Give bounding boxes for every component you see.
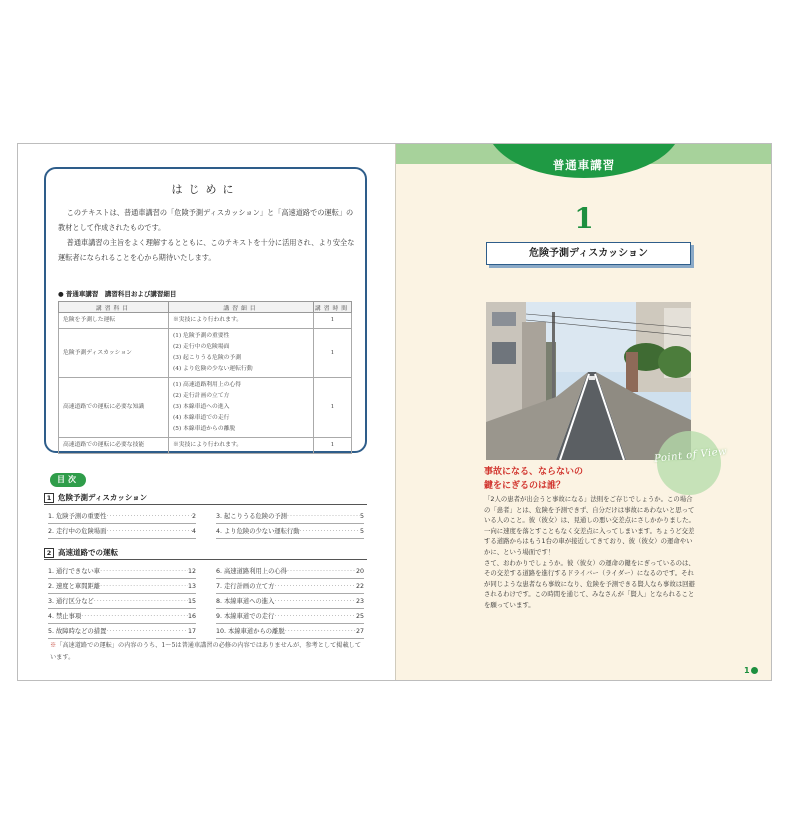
toc-label: 9. 本線車道での走行 [216, 613, 275, 620]
body-text [484, 494, 696, 611]
leader-dots [300, 525, 360, 538]
detail-line: (5) 本線車道からの離脱 [173, 426, 236, 432]
page-number-value: 1 [744, 666, 750, 675]
leader-dots [285, 625, 356, 638]
table-row [59, 329, 352, 378]
left-page [18, 144, 394, 680]
toc-item[interactable] [48, 595, 196, 609]
table-row [59, 438, 352, 454]
toc-item[interactable] [48, 525, 196, 539]
chapter-number: 1 [574, 202, 594, 235]
leader-dots [274, 595, 356, 608]
intro-title: はじめに [171, 183, 240, 196]
leader-dots [100, 565, 188, 578]
detail-line: (2) 走行計画の立て方 [173, 393, 230, 399]
leader-dots [81, 610, 188, 623]
detail-line: ※実技により行われます。 [173, 317, 243, 323]
section-title: 高速道路での運転 [58, 548, 118, 557]
toc-label: 4. より危険の少ない運転行動 [216, 528, 300, 535]
leader-dots [287, 510, 360, 523]
toc-section-2-heading[interactable] [44, 546, 367, 560]
toc-page: 15 [187, 598, 196, 605]
detail-line: (4) より危険の少ない運転行動 [173, 366, 253, 372]
details-cell [169, 378, 314, 438]
toc-page: 2 [191, 513, 196, 520]
leader-dots [274, 610, 356, 623]
toc-page: 17 [187, 628, 196, 635]
toc-item[interactable] [216, 610, 364, 624]
toc-page: 16 [187, 613, 196, 620]
toc-item[interactable] [48, 580, 196, 594]
toc-item[interactable] [48, 610, 196, 624]
toc-page: 4 [191, 528, 196, 535]
hours-cell: 1 [314, 378, 352, 438]
body-paragraph-1: 「2人の患者が出会うと事故になる」法則をご存じでしょうか。この場合の「患者」とは、危険を予測できず、自分だけは事故にあわないと思っている人のこと。彼（彼女）は、見通しの悪い交差点にさしかかりました。一向に速度を落とすこともなく交差点に入ってしまいます。ちょうど交差する道路からはもう1台の車が接近してきており、彼（彼女）の運命やいかに、という場面です！ [484, 495, 695, 556]
toc-item[interactable] [48, 510, 196, 524]
toc-page: 23 [355, 598, 364, 605]
course-table [58, 301, 352, 454]
page-number [744, 666, 758, 675]
table-row [59, 313, 352, 329]
detail-line: (4) 本線車道での走行 [173, 415, 230, 421]
heading-line-2: 鍵をにぎるのは誰？ [484, 481, 566, 491]
toc-item[interactable] [48, 565, 196, 579]
toc-page: 5 [359, 528, 364, 535]
toc-label: 7. 走行計画の立て方 [216, 583, 275, 590]
detail-line: (2) 走行中の危険場面 [173, 344, 230, 350]
toc-item[interactable] [216, 510, 364, 524]
toc-item[interactable] [48, 625, 196, 639]
book-spread [17, 143, 772, 681]
detail-line: (3) 本線車道への進入 [173, 404, 230, 410]
hours-cell: 1 [314, 329, 352, 378]
note-text: 「高速道路での運転」の内容のうち、1〜5は普通車講習の必修の内容ではありませんが、参考として掲載しています。 [50, 642, 362, 661]
toc-section-1-heading[interactable] [44, 491, 367, 505]
subject-cell: 高速道路での運転に必要な知識 [59, 378, 169, 438]
heading-line-1: 事故になる、ならないの [484, 467, 584, 477]
table-caption: ● 普通車講習 講習科目および講習細目 [58, 290, 177, 298]
header-subject: 講習科目 [59, 302, 169, 313]
toc-item[interactable] [216, 565, 364, 579]
details-cell [169, 438, 314, 454]
header-title: 普通車講習 [552, 158, 616, 172]
toc-item[interactable] [216, 580, 364, 594]
toc-label: 3. 起こりうる危険の予測 [216, 513, 287, 520]
toc-label: 1. 通行できない車 [48, 568, 101, 575]
toc-label: 5. 故障時などの措置 [48, 628, 107, 635]
toc-item[interactable] [216, 625, 364, 639]
toc-page: 20 [355, 568, 364, 575]
toc-label: 1. 危険予測の重要性 [48, 513, 107, 520]
street-photo [486, 302, 691, 460]
toc-note [50, 640, 366, 664]
toc-label: 2. 速度と車間距離 [48, 583, 101, 590]
subject-cell: 危険を予測した運転 [59, 313, 169, 329]
details-cell [169, 329, 314, 378]
table-row [59, 378, 352, 438]
toc-label: 10. 本線車道からの離脱 [216, 628, 285, 635]
toc-item[interactable] [216, 595, 364, 609]
toc-label: 2. 走行中の危険場面 [48, 528, 107, 535]
header-hours: 講習時間 [314, 302, 352, 313]
detail-line: (1) 高速道路利用上の心得 [173, 382, 242, 388]
body-paragraph-2: さて、おわかりでしょうか。彼（彼女）の運命の鍵をにぎっているのは、その交差する道路を進行するドライバー（ライダー）になるのです。それが同じような患者なら事故になり、危険を予測できる賢人なら事故は回避されるわけです。この時間を通じて、みなさんが「賢人」となられることを願っています。 [484, 558, 695, 609]
detail-line: ※実技により行われます。 [173, 442, 243, 448]
leader-dots [94, 595, 188, 608]
chapter-title: 危険予測ディスカッション [486, 242, 691, 265]
leader-dots [106, 510, 192, 523]
section-heading [484, 465, 583, 493]
street-photo-illustration [486, 302, 691, 460]
hours-cell: 1 [314, 438, 352, 454]
intro-box [44, 167, 367, 453]
note-mark: ※ [50, 642, 57, 649]
leader-dots [106, 625, 188, 638]
toc-label: 8. 本線車道への進入 [216, 598, 275, 605]
toc-label: 6. 高速道路利用上の心得 [216, 568, 287, 575]
toc-badge: 目次 [50, 473, 86, 487]
intro-paragraph-1: このテキストは、普通車講習の「危険予測ディスカッション」と「高速道路での運転」の教材として作成されたものです。 [58, 208, 354, 232]
leader-dots [106, 525, 192, 538]
subject-cell: 高速道路での運転に必要な技能 [59, 438, 169, 454]
leader-dots [100, 580, 188, 593]
section-number: 1 [44, 493, 54, 503]
toc-page: 12 [187, 568, 196, 575]
toc-page: 13 [187, 583, 196, 590]
leader-dots [274, 580, 356, 593]
point-of-view-text: Point of View [653, 446, 728, 465]
toc-page: 27 [355, 628, 364, 635]
toc-page: 25 [355, 613, 364, 620]
details-cell [169, 313, 314, 329]
subject-cell: 危険予測ディスカッション [59, 329, 169, 378]
detail-line: (3) 起こりうる危険の予測 [173, 355, 242, 361]
toc-page: 22 [355, 583, 364, 590]
intro-paragraph-2: 普通車講習の主旨をよく理解するとともに、このテキストを十分に活用され、より安全な運転者になられることを心から期待いたします。 [58, 238, 355, 262]
detail-line: (1) 危険予測の重要性 [173, 333, 230, 339]
table-header-row [59, 302, 352, 313]
toc-label: 4. 禁止事項 [48, 613, 82, 620]
section-title: 危険予測ディスカッション [58, 493, 148, 502]
toc-page: 5 [359, 513, 364, 520]
intro-body [58, 205, 358, 265]
section-number: 2 [44, 548, 54, 558]
leader-dots [287, 565, 356, 578]
right-page [395, 144, 771, 680]
toc-label: 3. 通行区分など [48, 598, 94, 605]
page-dot-icon [751, 667, 758, 674]
toc-item[interactable] [216, 525, 364, 539]
header-details: 講習細目 [169, 302, 314, 313]
hours-cell: 1 [314, 313, 352, 329]
